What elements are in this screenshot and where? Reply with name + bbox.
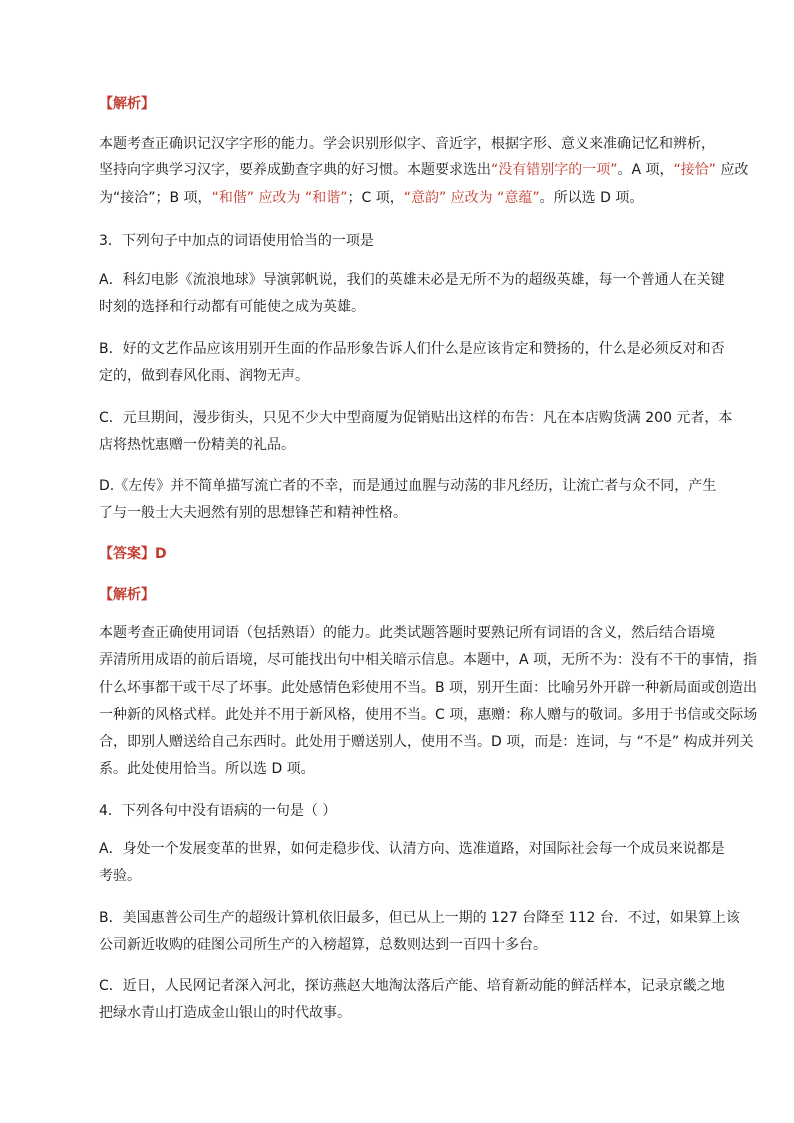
option-c-cont: 店将热忱惠赠一份精美的礼品。 bbox=[99, 437, 295, 453]
analysis-line: 一种新的风格式样。此处并不用于新风格，使用不当。C 项，惠赠：称人赠与的敬词。多用于书信或交际场 bbox=[99, 707, 758, 723]
option-b-cont: 公司新近收购的硅图公司所生产的入榜超算，总数则达到一百四十多台。 bbox=[99, 937, 547, 953]
option-b: B．好的文艺作品应该用别开生面的作品形象告诉人们什么是应该肯定和赞扬的，什么是必须反对和否 bbox=[99, 341, 725, 357]
option-c-cont: 把绿水青山打造成金山银山的时代故事。 bbox=[99, 1005, 351, 1021]
option-d-cont: 了与一般士大夫迥然有别的思想锋芒和精神性格。 bbox=[99, 505, 407, 521]
answer-label: 【答案】D bbox=[99, 546, 167, 562]
analysis-line: 弄清所用成语的前后语境，尽可能找出句中相关暗示信息。本题中，A 项，无所不为：没有不干的事情，指 bbox=[99, 652, 758, 668]
analysis-line: 本题考查正确使用词语（包括熟语）的能力。此类试题答题时要熟记所有词语的含义，然后结合语境 bbox=[99, 625, 715, 641]
analysis-line: 合，即别人赠送给自己东西时。此处用于赠送别人，使用不当。D 项，而是：连词，与 “不是” 构成并列关 bbox=[99, 734, 754, 750]
option-d: D.《左传》并不简单描写流亡者的不幸，而是通过血腥与动荡的非凡经历，让流亡者与众不同，产生 bbox=[99, 478, 717, 494]
option-a: A．科幻电影《流浪地球》导演郭帆说，我们的英雄未必是无所不为的超级英雄，每一个普通人在关键 bbox=[99, 272, 725, 288]
analysis-label: 【解析】 bbox=[99, 96, 155, 112]
option-a: A．身处一个发展变革的世界，如何走稳步伐、认清方向、选准道路，对国际社会每一个成员来说都是 bbox=[99, 841, 725, 857]
option-b: B．美国惠普公司生产的超级计算机依旧最多，但已从上一期的 127 台降至 112 台．不过，如果算上该 bbox=[99, 910, 740, 926]
option-a-cont: 时刻的选择和行动都有可能使之成为英雄。 bbox=[99, 299, 365, 315]
analysis-line: 本题考查正确识记汉字字形的能力。学会识别形似字、音近字，根据字形、意义来准确记忆和辨析， bbox=[99, 136, 715, 152]
option-c: C．元旦期间，漫步街头，只见不少大中型商厦为促销贴出这样的布告：凡在本店购货满 200 元者，本 bbox=[99, 410, 733, 426]
option-a-cont: 考验。 bbox=[99, 868, 141, 884]
option-b-cont: 定的，做到春风化雨、润物无声。 bbox=[99, 368, 309, 384]
analysis-line: 系。此处使用恰当。所以选 D 项。 bbox=[99, 761, 315, 777]
option-c: C．近日，人民网记者深入河北，探访燕赵大地淘汰落后产能、培育新动能的鲜活样本，记录京畿之地 bbox=[99, 978, 725, 994]
question-stem: 4．下列各句中没有语病的一句是（ ） bbox=[99, 803, 337, 819]
analysis-label: 【解析】 bbox=[99, 587, 155, 603]
analysis-line: 什么坏事都干或干尽了坏事。此处感情色彩使用不当。B 项，别开生面：比喻另外开辟一种新局面或创造出 bbox=[99, 680, 758, 696]
analysis-line: 坚持向字典学习汉字，要养成勤查字典的好习惯。本题要求选出“没有错别字的一项”。A 项，“接恰” 应改 bbox=[99, 162, 749, 178]
analysis-line: 为“接洽”；B 项，“和偕” 应改为 “和谐”；C 项，“意韵” 应改为 “意蕴”。所以选 D 项。 bbox=[99, 190, 644, 206]
question-stem: 3．下列句子中加点的词语使用恰当的一项是 bbox=[99, 233, 374, 249]
